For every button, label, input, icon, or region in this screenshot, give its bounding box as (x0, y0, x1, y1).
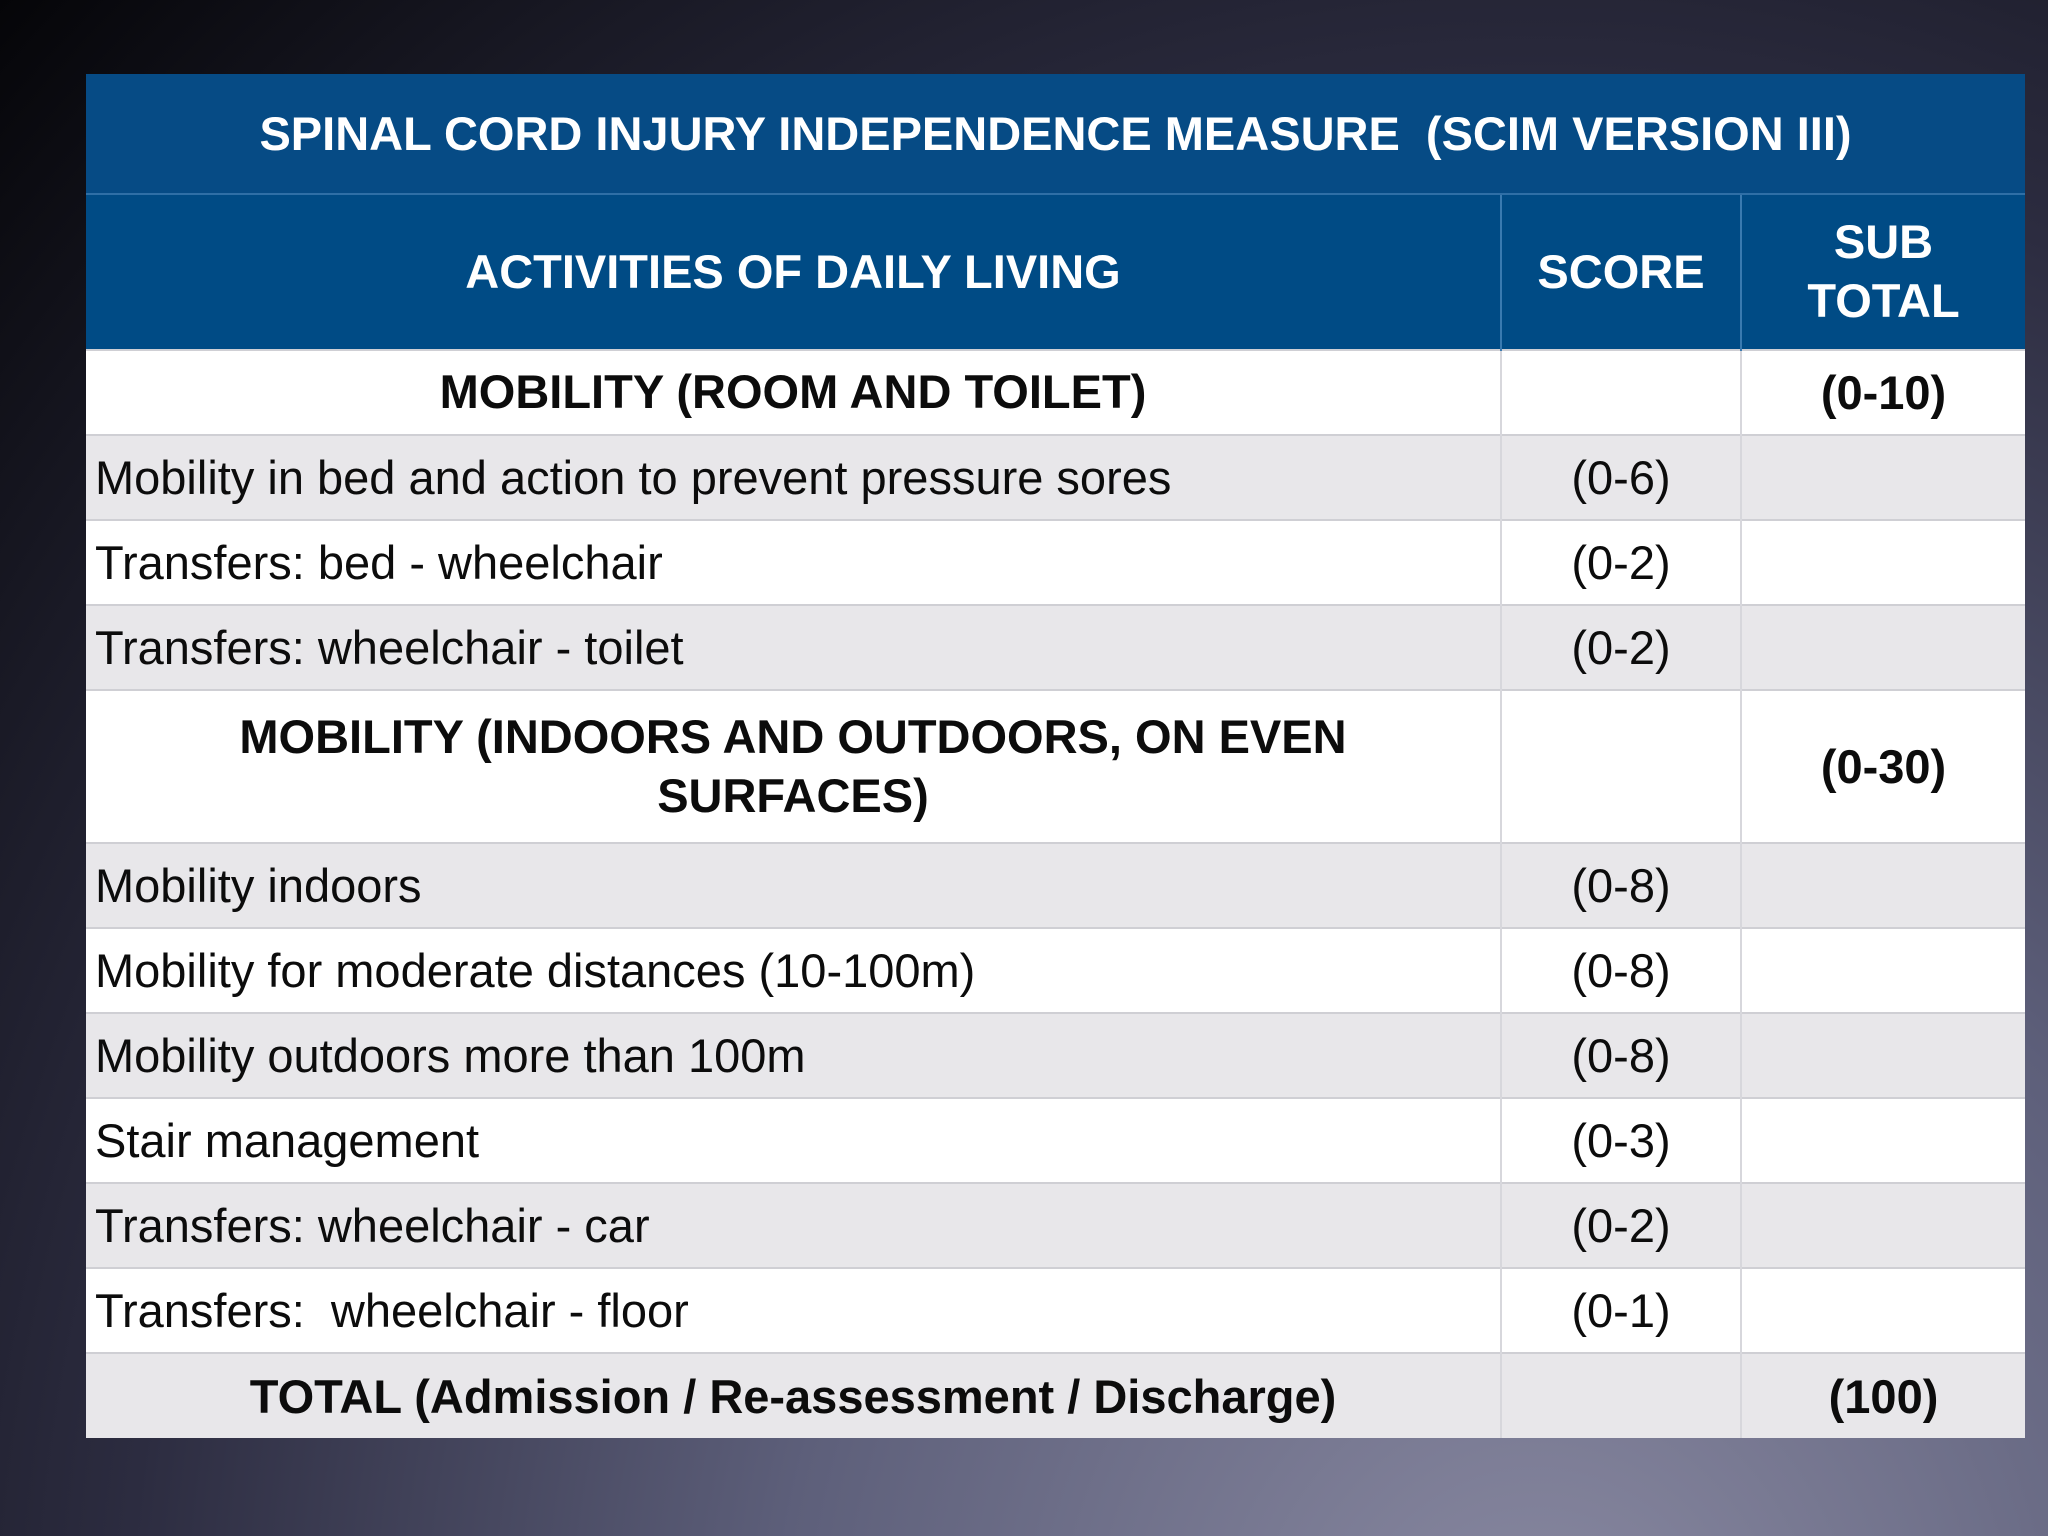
section-label-line1: MOBILITY (INDOORS AND OUTDOORS, ON EVEN (239, 709, 1347, 763)
activity-subtotal-empty (1741, 1268, 2025, 1353)
activity-label: Transfers: wheelchair - car (86, 1183, 1501, 1268)
section-subtotal: (0-30) (1741, 690, 2025, 843)
column-header-row (86, 194, 2025, 350)
header-activities: ACTIVITIES OF DAILY LIVING (86, 194, 1501, 350)
header-score: SCORE (1501, 194, 1741, 350)
activity-score: (0-3) (1501, 1098, 1741, 1183)
activity-score: (0-8) (1501, 843, 1741, 928)
total-score-empty (1501, 1353, 1741, 1438)
scim-table (86, 74, 2025, 1438)
activity-label: Mobility outdoors more than 100m (86, 1013, 1501, 1098)
header-subtotal-line1: SUB (1833, 215, 1934, 269)
table-title-row (86, 74, 2025, 194)
total-row (86, 1353, 2025, 1438)
table-row (86, 843, 2025, 928)
table-row (86, 928, 2025, 1013)
table-row (86, 520, 2025, 605)
activity-label: Mobility in bed and action to prevent pressure sores (86, 435, 1501, 520)
activity-label: Transfers: wheelchair - toilet (86, 605, 1501, 690)
table-row (86, 1268, 2025, 1353)
table-row (86, 435, 2025, 520)
activity-subtotal-empty (1741, 1183, 2025, 1268)
table-row (86, 1098, 2025, 1183)
activity-score: (0-2) (1501, 605, 1741, 690)
activity-score: (0-2) (1501, 1183, 1741, 1268)
activity-subtotal-empty (1741, 1098, 2025, 1183)
activity-subtotal-empty (1741, 605, 2025, 690)
section-row-room-toilet (86, 350, 2025, 435)
activity-label: Mobility for moderate distances (10-100m) (86, 928, 1501, 1013)
table-row (86, 1183, 2025, 1268)
activity-score: (0-8) (1501, 928, 1741, 1013)
section-subtotal: (0-10) (1741, 350, 2025, 435)
activity-score: (0-6) (1501, 435, 1741, 520)
table-row (86, 1013, 2025, 1098)
activity-subtotal-empty (1741, 843, 2025, 928)
section-label (86, 690, 1501, 843)
header-subtotal (1741, 194, 2025, 350)
total-label: TOTAL (Admission / Re-assessment / Discharge) (86, 1353, 1501, 1438)
activity-subtotal-empty (1741, 1013, 2025, 1098)
header-subtotal-line2: TOTAL (1807, 274, 1960, 327)
section-score-empty (1501, 690, 1741, 843)
activity-subtotal-empty (1741, 435, 2025, 520)
activity-score: (0-1) (1501, 1268, 1741, 1353)
activity-subtotal-empty (1741, 520, 2025, 605)
activity-subtotal-empty (1741, 928, 2025, 1013)
activity-label: Transfers: bed - wheelchair (86, 520, 1501, 605)
table-title: SPINAL CORD INJURY INDEPENDENCE MEASURE (SCIM VERSION III) (86, 74, 2025, 194)
section-label: MOBILITY (ROOM AND TOILET) (86, 350, 1501, 435)
activity-score: (0-8) (1501, 1013, 1741, 1098)
activity-label: Mobility indoors (86, 843, 1501, 928)
section-score-empty (1501, 350, 1741, 435)
section-row-indoors-outdoors (86, 690, 2025, 843)
total-subtotal: (100) (1741, 1353, 2025, 1438)
table-row (86, 605, 2025, 690)
section-label-line2: SURFACES) (657, 768, 929, 822)
activity-label: Stair management (86, 1098, 1501, 1183)
activity-label: Transfers: wheelchair - floor (86, 1268, 1501, 1353)
activity-score: (0-2) (1501, 520, 1741, 605)
